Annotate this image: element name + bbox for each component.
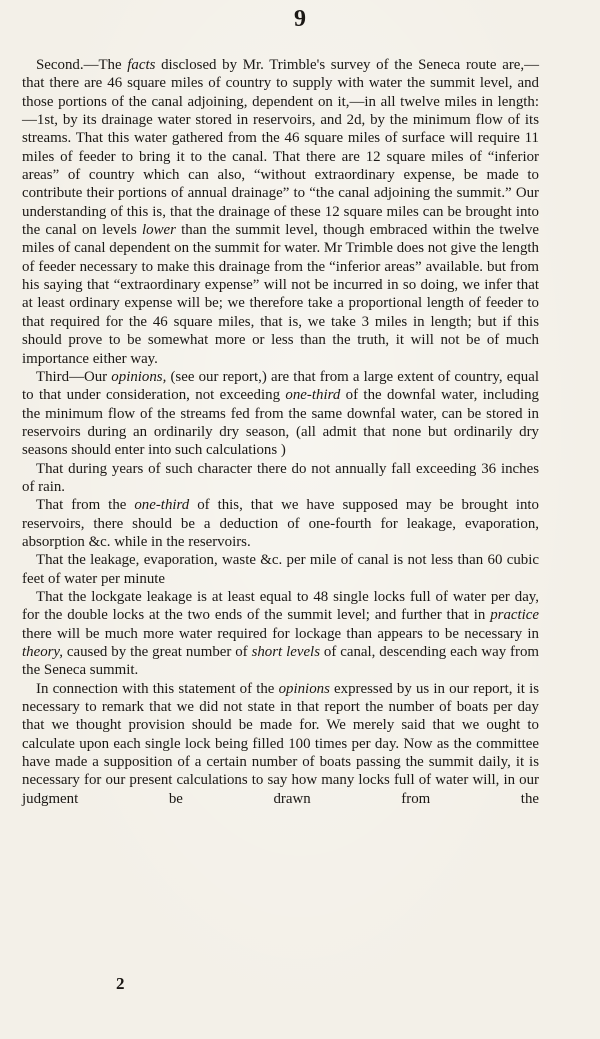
italic-text: one-third	[285, 387, 341, 404]
italic-text: one-third	[134, 497, 190, 514]
paragraph	[22, 56, 539, 368]
text-run: —Our	[69, 368, 112, 385]
paragraph	[22, 368, 539, 460]
text-run: of the downfal water, including the minimum flow of the streams fed from the same downfal water, can be stored in reservoirs during an ordinarily dry season, (all admit that none but ordinarily dry seasons should enter into such calculations )	[22, 387, 539, 459]
italic-text: short levels	[251, 644, 320, 660]
paragraph	[22, 588, 539, 680]
text-run: there will be much more water required for lockage than appears to be necessary in	[22, 625, 539, 642]
text-run: That during years of such character there do not annually fall exceeding 36 inches of rain.	[22, 460, 539, 495]
paragraph-lead: Second.	[36, 57, 84, 73]
italic-text: practice	[490, 607, 539, 624]
text-run: of this, that we have supposed may be brought into reservoirs, there should be a deduction of one-fourth for leakage, evaporation, absorption &c. while in the reservoirs.	[22, 497, 539, 550]
text-run: caused by the great number of	[62, 644, 252, 660]
italic-text: theory,	[22, 644, 63, 660]
paragraph	[22, 551, 539, 588]
italic-text: lower	[142, 222, 176, 239]
paragraph	[22, 680, 539, 808]
text-run: of canal, descending each way from the Seneca summit.	[22, 644, 539, 679]
text-run: than the summit level, though embraced within the twelve miles of canal dependent on the summit for water. Mr Trimble does not give the length of feeder necessary to make this drainage from the “inferior areas” available. but from his saying that “extraordinary expense” will not be incurred in so doing, we infer that at least ordinary expense will be; we therefore take a proportional length of feeder to that required for the 46 square miles, that is, we take 3 miles in length; but if this should prove to be somewhat more or less than the truth, it will not be of much importance either way.	[22, 222, 539, 367]
page-number: 9	[294, 6, 306, 32]
italic-text: opinions	[278, 680, 330, 697]
italic-text: facts	[127, 57, 156, 73]
body-text	[22, 56, 539, 808]
signature-mark: 2	[116, 974, 125, 993]
text-run: (see our report,) are that from a large extent of country, equal to that under consideration, not exceeding	[22, 368, 539, 404]
text-run: That the leakage, evaporation, waste &c. per mile of canal is not less than 60 cubic feet of water per minute	[22, 552, 539, 587]
text-run: That the lockgate leakage is at least equal to 48 single locks full of water per day, for the double locks at the two ends of the summit level; and further that in	[22, 588, 539, 624]
paragraph-lead: Third	[36, 368, 70, 385]
text-run: That from the	[36, 497, 135, 514]
text-run: In connection with this statement of the	[36, 680, 279, 697]
text-run: —The	[83, 57, 128, 73]
text-run: disclosed by Mr. Trimble's survey of the Seneca route are,—that there are 46 square miles of country to supply with water the summit level, and those portions of the canal adjoining, dependent on it,—in all twelve miles in length:—1st, by its drainage water stored in reservoirs, and 2d, by the minimum flow of its streams. That this water gathered from the 46 square miles of surface will require 11 miles of feeder to bring it to the canal. That there are 12 square miles of “inferior areas” of country which can also, “without extraordinary expense, be made to contribute their portions of annual drainage” to “the canal adjoining the summit.” Our understanding of this is, that the drainage of these 12 square miles can be brought into the canal on levels	[22, 57, 539, 239]
paragraph	[22, 460, 539, 497]
italic-text: opinions,	[111, 368, 167, 385]
paragraph	[22, 496, 539, 551]
text-run: expressed by us in our report, it is necessary to remark that we did not state in that report the number of boats per day that we thought provision should be made for. We merely said that we ought to calculate upon each single lock being filled 100 times per day. Now as the committee have made a supposition of a certain number of boats passing the summit daily, it is necessary for our present calculations to say how many locks full of water will, in our judgment be drawn from the	[22, 680, 539, 807]
